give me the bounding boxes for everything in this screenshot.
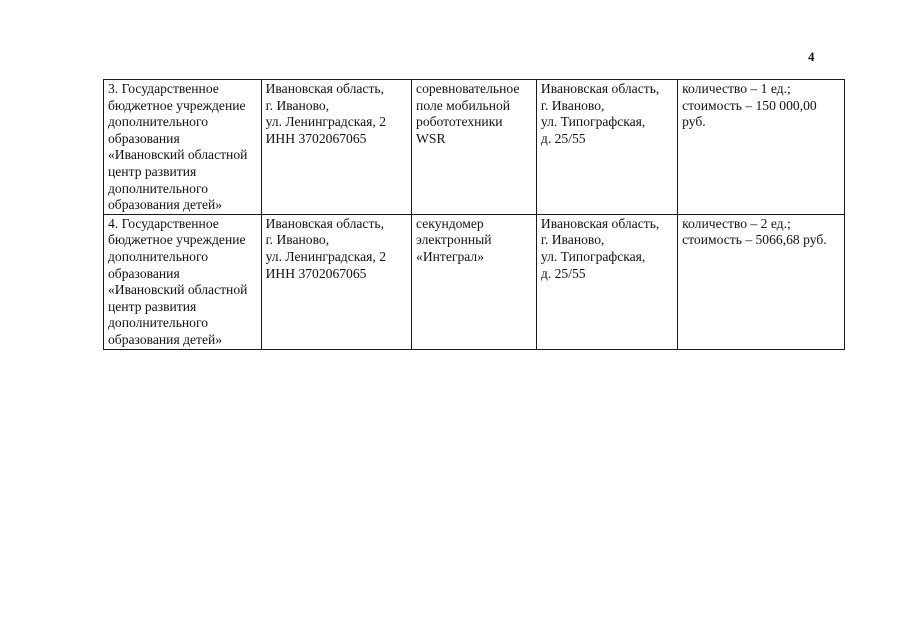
address-cell: Ивановская область, г. Иваново, ул. Ленинградская, 2 ИНН 3702067065 [261,80,411,215]
organization-cell: 4. Государственное бюджетное учреждение дополнительного образования «Ивановский областной центр развития дополнительного образования детей» [104,214,262,349]
organization-cell: 3. Государственное бюджетное учреждение дополнительного образования «Ивановский областной центр развития дополнительного образования детей» [104,80,262,215]
table-row [104,80,845,215]
table-row [104,214,845,349]
item-cell: секундомер электронный «Интеграл» [412,214,537,349]
location-cell: Ивановская область, г. Иваново, ул. Типографская, д. 25/55 [536,214,677,349]
location-cell: Ивановская область, г. Иваново, ул. Типографская, д. 25/55 [536,80,677,215]
quantity-cost-cell: количество – 1 ед.; стоимость – 150 000,00 руб. [678,80,845,215]
quantity-cost-cell: количество – 2 ед.; стоимость – 5066,68 руб. [678,214,845,349]
page-number: 4 [808,49,815,64]
equipment-table [103,79,845,350]
item-cell: соревновательное поле мобильной робототехники WSR [412,80,537,215]
address-cell: Ивановская область, г. Иваново, ул. Ленинградская, 2 ИНН 3702067065 [261,214,411,349]
